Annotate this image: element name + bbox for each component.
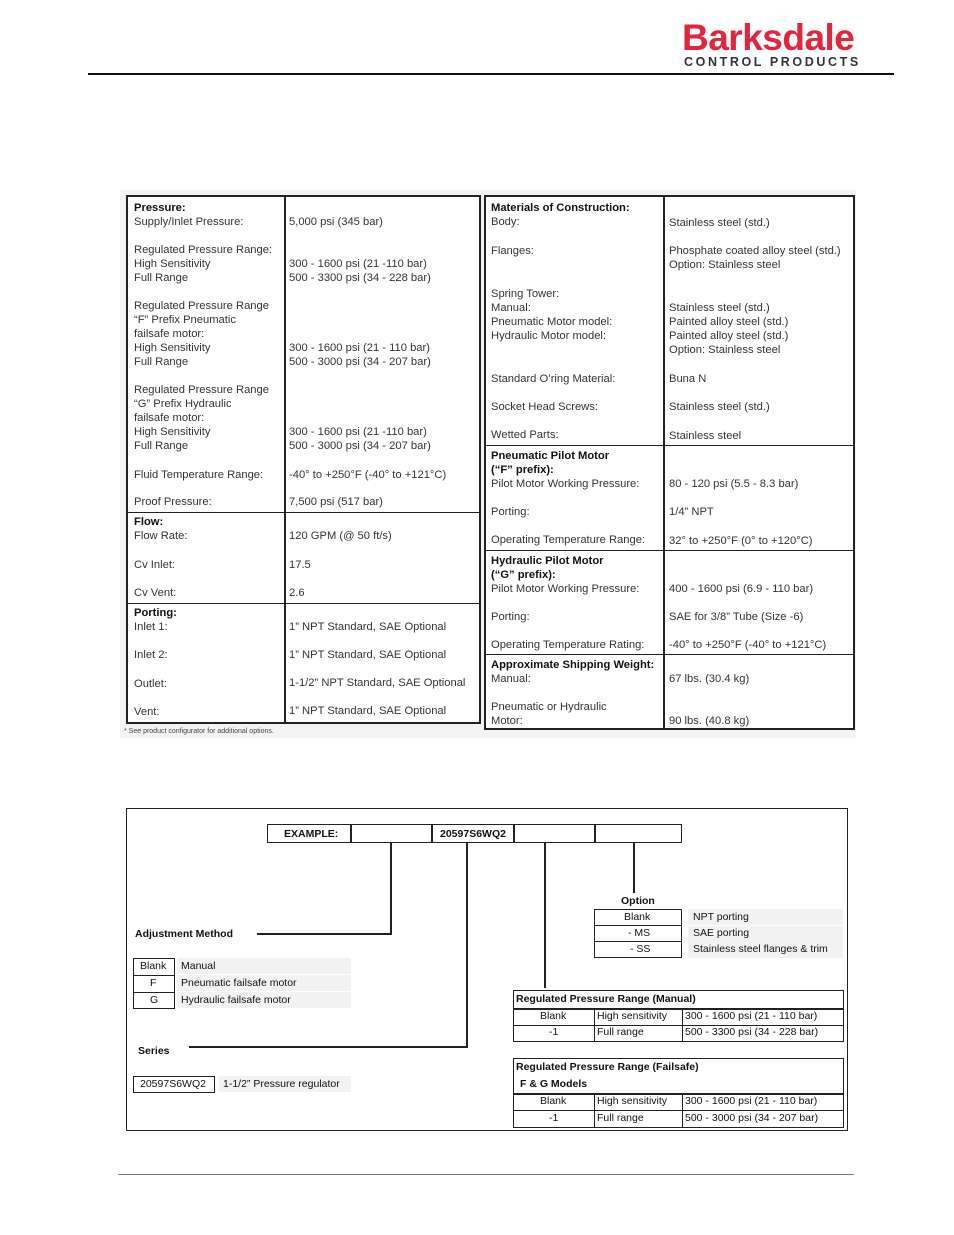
spec-value: 1” NPT Standard, SAE Optional [289, 705, 447, 717]
range-value: 300 - 1600 psi (21 - 110 bar) [685, 1010, 818, 1022]
range-code: Blank [540, 1010, 567, 1022]
spec-value: Stainless steel (std.) [669, 302, 770, 314]
spec-label: Hydraulic Motor model: [491, 330, 607, 342]
spec-label: Full Range [134, 356, 189, 368]
connector-line [544, 843, 546, 988]
option-desc: Stainless steel flanges & trim [693, 943, 828, 955]
spec-value: 500 - 3000 psi (34 - 207 bar) [289, 356, 431, 368]
footnote: * See product configurator for additional options. [124, 728, 274, 735]
spec-value: 500 - 3000 psi (34 - 207 bar) [289, 440, 431, 452]
spec-value: 400 - 1600 psi (6.9 - 110 bar) [669, 583, 814, 595]
spec-label: Full Range [134, 272, 189, 284]
spec-value: Stainless steel (std.) [669, 217, 770, 229]
example-divider [594, 824, 596, 843]
spec-value: Option: Stainless steel [669, 344, 781, 356]
spec-value: 17.5 [289, 559, 311, 571]
option-code: - MS [628, 927, 651, 939]
spec-value: -40° to +250°F (-40° to +121°C) [289, 469, 447, 481]
spec-table-right [484, 195, 855, 730]
hydraulic-subheading: (“G” prefix): [491, 569, 556, 581]
example-divider [431, 824, 433, 843]
spec-label: Fluid Temperature Range: [134, 469, 264, 481]
connector-line [390, 843, 392, 934]
spec-label: Porting: [491, 611, 530, 623]
range-code: Blank [540, 1095, 567, 1107]
spec-label: Flow Rate: [134, 530, 188, 542]
spec-label: Operating Temperature Range: [491, 534, 646, 546]
spec-value: 67 lbs. (30.4 kg) [669, 673, 750, 685]
porting-heading: Porting: [134, 607, 177, 619]
spec-label: Inlet 2: [134, 649, 168, 661]
spec-label: Regulated Pressure Range [134, 300, 269, 312]
spec-label: Wetted Parts: [491, 429, 559, 441]
spec-label: Flanges: [491, 245, 534, 257]
adjustment-code: F [150, 977, 157, 989]
option-desc: NPT porting [693, 911, 749, 923]
spec-value: 32° to +250°F (0° to +120°C) [669, 535, 813, 547]
spec-value: 90 lbs. (40.8 kg) [669, 715, 750, 727]
spec-label: Spring Tower: [491, 288, 560, 300]
range-failsafe-subtitle: F & G Models [520, 1078, 588, 1090]
spec-value: -40° to +250°F (-40° to +121°C) [669, 639, 827, 651]
shipping-weight-section [486, 654, 853, 728]
spec-label: Porting: [491, 506, 530, 518]
spec-value: 1-1/2” NPT Standard, SAE Optional [289, 677, 466, 689]
spec-value: Painted alloy steel (std.) [669, 330, 789, 342]
hydraulic-heading: Hydraulic Pilot Motor [491, 555, 604, 567]
pressure-heading: Pressure: [134, 202, 186, 214]
spec-value: 5,000 psi (345 bar) [289, 216, 383, 228]
spec-label: Standard O’ring Material: [491, 373, 616, 385]
spec-value: Option: Stainless steel [669, 259, 781, 271]
adjustment-desc: Pneumatic failsafe motor [181, 977, 297, 989]
hydraulic-motor-section [486, 550, 853, 655]
range-name: High sensitivity [597, 1095, 668, 1107]
spec-label: Socket Head Screws: [491, 401, 598, 413]
connector-line [257, 933, 392, 935]
flow-heading: Flow: [134, 516, 164, 528]
spec-label: Manual: [491, 673, 531, 685]
spec-label: Cv Inlet: [134, 559, 176, 571]
series-title: Series [138, 1045, 170, 1057]
flow-section [128, 512, 479, 604]
spec-label: Vent: [134, 706, 160, 718]
spec-label: Operating Temperature Rating: [491, 639, 645, 651]
spec-value: 7,500 psi (517 bar) [289, 496, 383, 508]
spec-label: Pneumatic Motor model: [491, 316, 613, 328]
footer-divider [118, 1174, 854, 1175]
pneumatic-heading: Pneumatic Pilot Motor [491, 450, 610, 462]
col-divider [594, 1008, 595, 1042]
spec-value: 1/4” NPT [669, 506, 714, 518]
adjustment-title: Adjustment Method [135, 928, 233, 940]
option-title: Option [621, 895, 655, 907]
spec-label: Outlet: [134, 678, 167, 690]
example-divider [350, 824, 352, 843]
materials-heading: Materials of Construction: [491, 202, 630, 214]
spec-value: SAE for 3/8” Tube (Size -6) [669, 611, 804, 623]
connector-line [633, 843, 635, 893]
spec-label: High Sensitivity [134, 258, 211, 270]
spec-label: High Sensitivity [134, 342, 211, 354]
spec-value: Buna N [669, 373, 707, 385]
example-value: 20597S6WQ2 [440, 828, 506, 840]
pressure-section [128, 197, 479, 513]
spec-label: Pilot Motor Working Pressure: [491, 583, 640, 595]
spec-label: Pilot Motor Working Pressure: [491, 478, 640, 490]
spec-value: 500 - 3300 psi (34 - 228 bar) [289, 272, 431, 284]
spec-value: 300 - 1600 psi (21 - 110 bar) [289, 342, 430, 354]
series-desc: 1-1/2” Pressure regulator [223, 1078, 340, 1090]
spec-label: Cv Vent: [134, 587, 177, 599]
spec-value: 120 GPM (@ 50 ft/s) [289, 530, 392, 542]
spec-value: Stainless steel (std.) [669, 401, 770, 413]
connector-line [466, 843, 468, 1047]
materials-section [486, 197, 853, 446]
option-code: Blank [624, 911, 651, 923]
range-name: Full range [597, 1026, 644, 1038]
col-divider [594, 1093, 595, 1128]
spec-label: Full Range [134, 440, 189, 452]
spec-label: Regulated Pressure Range: [134, 244, 273, 256]
shipping-heading: Approximate Shipping Weight: [491, 659, 655, 671]
spec-value: 1” NPT Standard, SAE Optional [289, 649, 447, 661]
spec-table-left [126, 195, 481, 724]
col-divider [682, 1008, 683, 1042]
connector-line [189, 1046, 468, 1048]
range-name: Full range [597, 1112, 644, 1124]
col-divider [682, 1093, 683, 1128]
spec-label: failsafe motor: [134, 328, 205, 340]
spec-label: Motor: [491, 715, 523, 727]
brand-subtitle: CONTROL PRODUCTS [684, 55, 861, 69]
spec-label: Body: [491, 216, 520, 228]
spec-label: High Sensitivity [134, 426, 211, 438]
example-divider [513, 824, 515, 843]
spec-value: Phosphate coated alloy steel (std.) [669, 245, 841, 257]
spec-label: “G” Prefix Hydraulic [134, 398, 232, 410]
spec-label: failsafe motor: [134, 412, 205, 424]
spec-label: Regulated Pressure Range [134, 384, 269, 396]
option-desc: SAE porting [693, 927, 750, 939]
adjustment-desc: Hydraulic failsafe motor [181, 994, 291, 1006]
spec-label: Supply/Inlet Pressure: [134, 216, 244, 228]
spec-value: 2.6 [289, 587, 305, 599]
range-name: High sensitivity [597, 1010, 668, 1022]
range-value: 500 - 3300 psi (34 - 228 bar) [685, 1026, 819, 1038]
spec-value: Stainless steel [669, 430, 742, 442]
spec-value: 80 - 120 psi (5.5 - 8.3 bar) [669, 478, 799, 490]
spec-label: Pneumatic or Hydraulic [491, 701, 607, 713]
brand-logo: Barksdale [682, 17, 855, 58]
pneumatic-subheading: (“F” prefix): [491, 464, 554, 476]
range-value: 500 - 3000 psi (34 - 207 bar) [685, 1112, 819, 1124]
example-label: EXAMPLE: [284, 828, 339, 840]
range-manual-title: Regulated Pressure Range (Manual) [516, 993, 696, 1005]
adjustment-code: Blank [140, 960, 167, 972]
range-failsafe-title: Regulated Pressure Range (Failsafe) [516, 1061, 699, 1073]
spec-value: Painted alloy steel (std.) [669, 316, 789, 328]
adjustment-desc: Manual [181, 960, 216, 972]
pneumatic-motor-section [486, 445, 853, 551]
spec-label: “F” Prefix Pneumatic [134, 314, 236, 326]
spec-label: Proof Pressure: [134, 496, 212, 508]
option-code: - SS [630, 943, 651, 955]
product-configurator [126, 808, 848, 1131]
series-code: 20597S6WQ2 [140, 1078, 206, 1090]
header-divider [88, 73, 894, 75]
range-code: -1 [549, 1112, 559, 1124]
adjustment-code: G [150, 994, 159, 1006]
range-value: 300 - 1600 psi (21 - 110 bar) [685, 1095, 818, 1107]
spec-label: Inlet 1: [134, 621, 168, 633]
range-code: -1 [549, 1026, 559, 1038]
spec-value: 300 - 1600 psi (21 -110 bar) [289, 426, 427, 438]
spec-label: Manual: [491, 302, 531, 314]
spec-value: 1” NPT Standard, SAE Optional [289, 621, 447, 633]
spec-value: 300 - 1600 psi (21 -110 bar) [289, 258, 427, 270]
porting-section [128, 603, 479, 722]
